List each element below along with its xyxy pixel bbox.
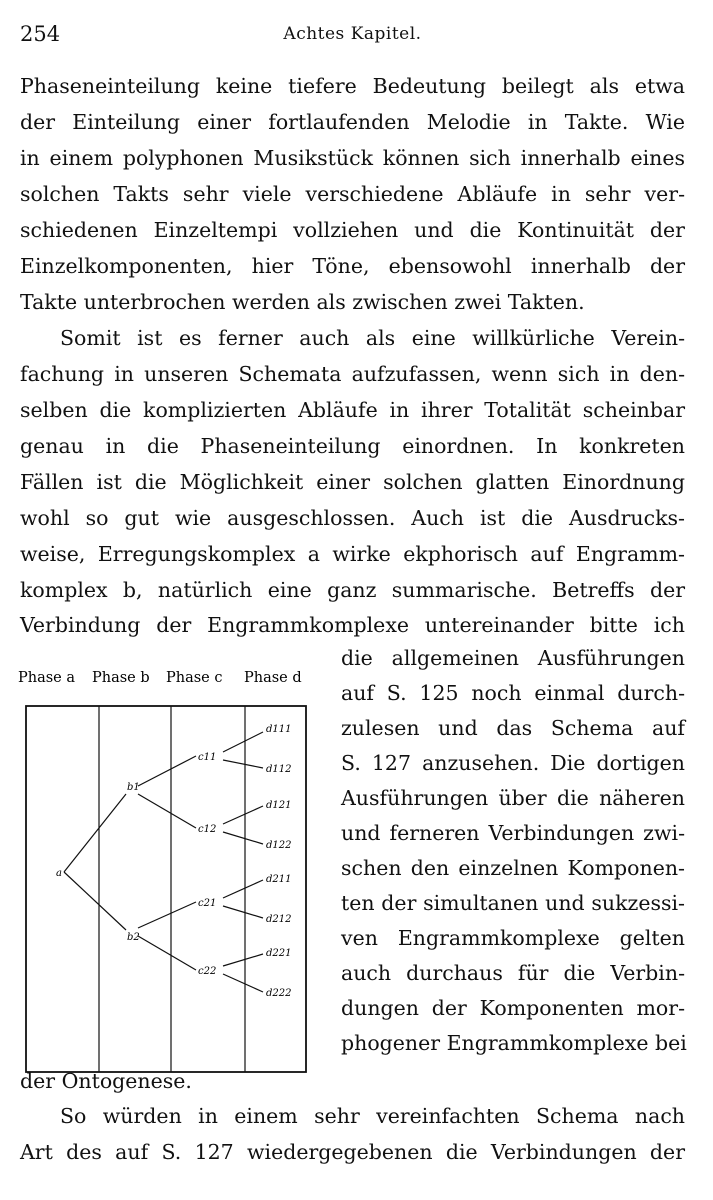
phase-label-d: Phase d xyxy=(244,670,302,686)
phase-label-c: Phase c xyxy=(166,670,223,686)
body-line: komplex b, natürlich eine ganz summarische. Betreffs der xyxy=(20,578,685,602)
page-header xyxy=(20,22,685,52)
body-line: fachung in unseren Schemata aufzufassen, wenn sich in den- xyxy=(20,362,685,386)
body-line: wohl so gut wie ausgeschlossen. Auch ist die Ausdrucks- xyxy=(20,506,685,530)
running-title: Achtes Kapitel. xyxy=(283,24,422,44)
node-b2: b2 xyxy=(127,932,140,943)
body-line: solchen Takts sehr viele verschiedene Abläufe in sehr ver- xyxy=(20,182,685,206)
side-line: und ferneren Verbindungen zwi- xyxy=(341,821,685,845)
body-line: Somit ist es ferner auch als eine willkürliche Verein- xyxy=(60,326,685,350)
tree-edge xyxy=(223,974,263,992)
side-line: Ausführungen über die näheren xyxy=(341,786,685,810)
tree-edge xyxy=(64,872,126,930)
page-number: 254 xyxy=(20,22,61,46)
node-d222: d222 xyxy=(266,988,292,999)
tree-edge xyxy=(223,880,263,898)
tree-edge xyxy=(138,794,196,828)
tree-edge xyxy=(223,954,263,966)
phase-label-b: Phase b xyxy=(92,670,150,686)
tree-edge xyxy=(223,806,263,824)
side-line: phogener Engrammkomplexe bei xyxy=(341,1031,687,1055)
side-line: ven Engrammkomplexe gelten xyxy=(341,926,685,950)
body-line: So würden in einem sehr vereinfachten Schema nach xyxy=(60,1104,685,1128)
body-line: Takte unterbrochen werden als zwischen zwei Takten. xyxy=(20,290,585,314)
body-line: Phaseneinteilung keine tiefere Bedeutung beilegt als etwa xyxy=(20,74,685,98)
tree-edge xyxy=(64,794,126,872)
node-c22: c22 xyxy=(198,966,217,977)
diagram-frame xyxy=(26,706,306,1072)
tree-edge xyxy=(223,832,263,844)
node-d112: d112 xyxy=(266,764,292,775)
side-line: schen den einzelnen Komponen- xyxy=(341,856,685,880)
body-line: Einzelkomponenten, hier Töne, ebensowohl innerhalb der xyxy=(20,254,685,278)
body-line: genau in die Phaseneinteilung einordnen. In konkreten xyxy=(20,434,685,458)
node-d122: d122 xyxy=(266,840,292,851)
node-a: a xyxy=(56,868,62,879)
side-line: ten der simultanen und sukzessi- xyxy=(341,891,685,915)
side-line: auch durchaus für die Verbin- xyxy=(341,961,685,985)
body-line: Art des auf S. 127 wiedergegebenen die Verbindungen der xyxy=(20,1140,685,1164)
node-d121: d121 xyxy=(266,800,292,811)
node-d221: d221 xyxy=(266,948,292,959)
tree-edge xyxy=(223,732,263,752)
node-d111: d111 xyxy=(266,724,292,735)
node-d211: d211 xyxy=(266,874,292,885)
body-line: schiedenen Einzeltempi vollziehen und die Kontinuität der xyxy=(20,218,685,242)
node-c21: c21 xyxy=(198,898,217,909)
body-line: selben die komplizierten Abläufe in ihrer Totalität scheinbar xyxy=(20,398,685,422)
phase-label-a: Phase a xyxy=(18,670,76,686)
body-line: weise, Erregungskomplex a wirke ekphorisch auf Engramm- xyxy=(20,542,685,566)
body-line: in einem polyphonen Musikstück können sich innerhalb eines xyxy=(20,146,685,170)
tree-edge xyxy=(223,760,263,768)
tree-edge xyxy=(138,936,196,970)
side-line: S. 127 anzusehen. Die dortigen xyxy=(341,751,685,775)
tree-edge xyxy=(223,906,263,918)
phase-diagram xyxy=(18,664,320,1074)
node-b1: b1 xyxy=(127,782,140,793)
body-line: Verbindung der Engrammkomplexe untereinander bitte ich xyxy=(20,613,685,637)
body-line: Fällen ist die Möglichkeit einer solchen glatten Einordnung xyxy=(20,470,685,494)
node-c11: c11 xyxy=(198,752,217,763)
body-line: der Einteilung einer fortlaufenden Melodie in Takte. Wie xyxy=(20,110,685,134)
tree-edge xyxy=(138,902,196,928)
side-line: dungen der Komponenten mor- xyxy=(341,996,685,1020)
node-d212: d212 xyxy=(266,914,292,925)
side-line: auf S. 125 noch einmal durch- xyxy=(341,681,685,705)
body-line: der Ontogenese. xyxy=(20,1069,192,1093)
side-line: die allgemeinen Ausführungen xyxy=(341,646,685,670)
node-c12: c12 xyxy=(198,824,217,835)
side-line: zulesen und das Schema auf xyxy=(341,716,685,740)
tree-edge xyxy=(138,756,196,786)
